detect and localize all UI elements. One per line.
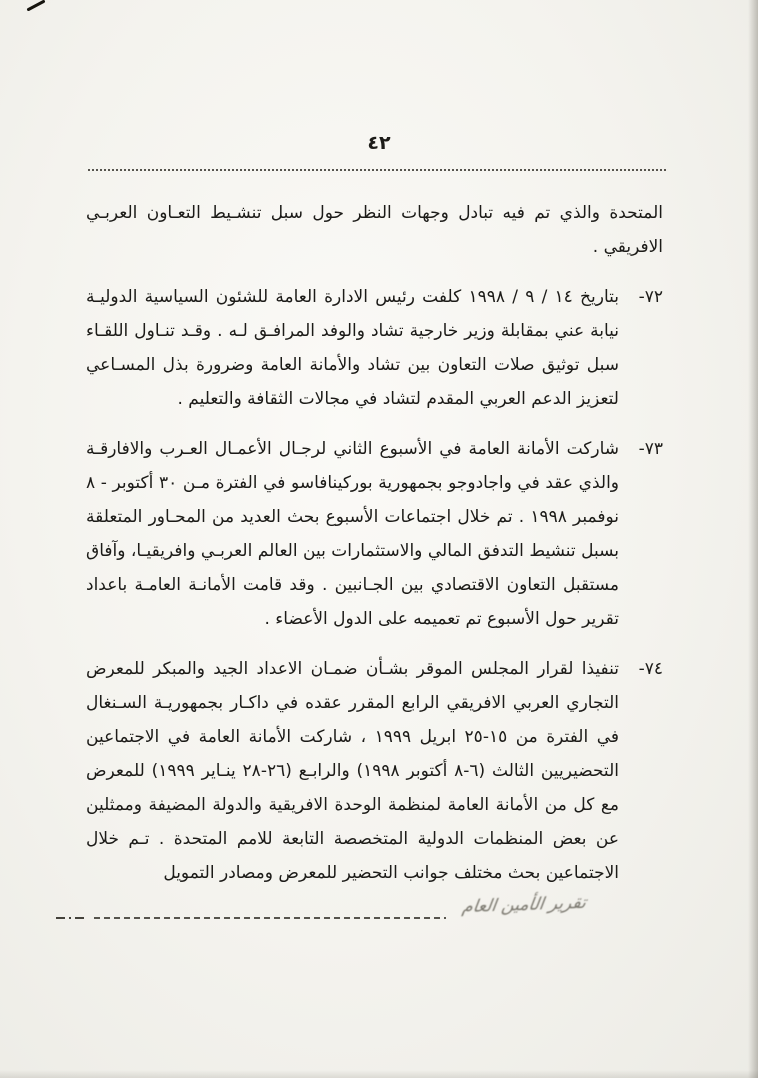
scan-edge-shadow-bottom	[0, 1070, 758, 1078]
scan-artifact-mark	[26, 0, 45, 12]
item-number-74: ٧٤-	[638, 659, 663, 679]
numbered-paragraph-73	[86, 432, 663, 636]
paragraph-continuation	[86, 196, 663, 264]
paragraph-text-73: شاركت الأمانة العامة في الأسبوع الثاني لرجـال الأعمـال العـرب والافارقـة والذي عقد في واجادوجو بجمهورية بوركينافاسو في الفترة مـن ٣٠ أكتوبر - ٨ نوفمبر ١٩٩٨ . تم خلال اجتماعات الأسبوع بحث العديد من المحـاور المتعلقة بسبل تنشيط التدفق المالي والاستثمارات بين العالم العربـي وافريقيـا، وآفاق مستقبل التعاون الاقتصادي بين الجـانبين . وقد قامت الأمانـة العامـة باعداد تقرير حول الأسبوع تم تعميمه على الدول الأعضاء .	[86, 439, 619, 629]
item-number-72: ٧٢-	[638, 287, 663, 307]
document-body	[86, 196, 663, 906]
item-number-73: ٧٣-	[638, 439, 663, 459]
paragraph-text-72: بتاريخ ١٤ / ٩ / ١٩٩٨ كلفت رئيس الادارة العامة للشئون السياسية الدوليـة نيابة عني بمقابلة وزير خارجية تشاد والوفد المرافـق لـه . وقـد تنـاول اللقـاء سبل توثيق صلات التعاون بين تشاد والأمانة العامة وضرورة بذل المسـاعي لتعزيز الدعم العربي المقدم لتشاد في مجالات الثقافة والتعليم .	[86, 287, 620, 409]
header-rule	[88, 169, 668, 171]
handwritten-note: تقرير الأمين العام	[460, 892, 588, 918]
paragraph-text: المتحدة والذي تم فيه تبادل وجهات النظر حول سبل تنشـيط التعـاون العربـي الافريقي .	[86, 203, 663, 257]
footer-rule	[94, 917, 446, 919]
paragraph-text-74: تنفيذا لقرار المجلس الموقر بشـأن ضمـان الاعداد الجيد والمبكر للمعرض التجاري العربي الافريقي الرابع المقرر عقده في داكـار بجمهوريـة السـنغال في الفترة من ١٥-٢٥ ابريل ١٩٩٩ ، شاركت الأمانة العامة في الاجتماعين التحضيريين الثالث (٦-٨ أكتوبر ١٩٩٨) والرابـع (٢٦-٢٨ ينـاير ١٩٩٩) للمعرض مع كل من الأمانة العامة لمنظمة الوحدة الافريقية والدولة المضيفة وممثلين عن بعض المنظمات الدولية المتخصصة التابعة للامم المتحدة . تـم خلال الاجتماعين بحث مختلف جوانب التحضير للمعرض ومصادر التمويل	[86, 659, 619, 883]
numbered-paragraph-74	[86, 652, 663, 890]
numbered-paragraph-72	[86, 280, 663, 416]
scan-edge-shadow-right	[748, 0, 758, 1078]
footer-dash-segment	[56, 917, 86, 919]
page-number: ٤٢	[367, 132, 391, 154]
